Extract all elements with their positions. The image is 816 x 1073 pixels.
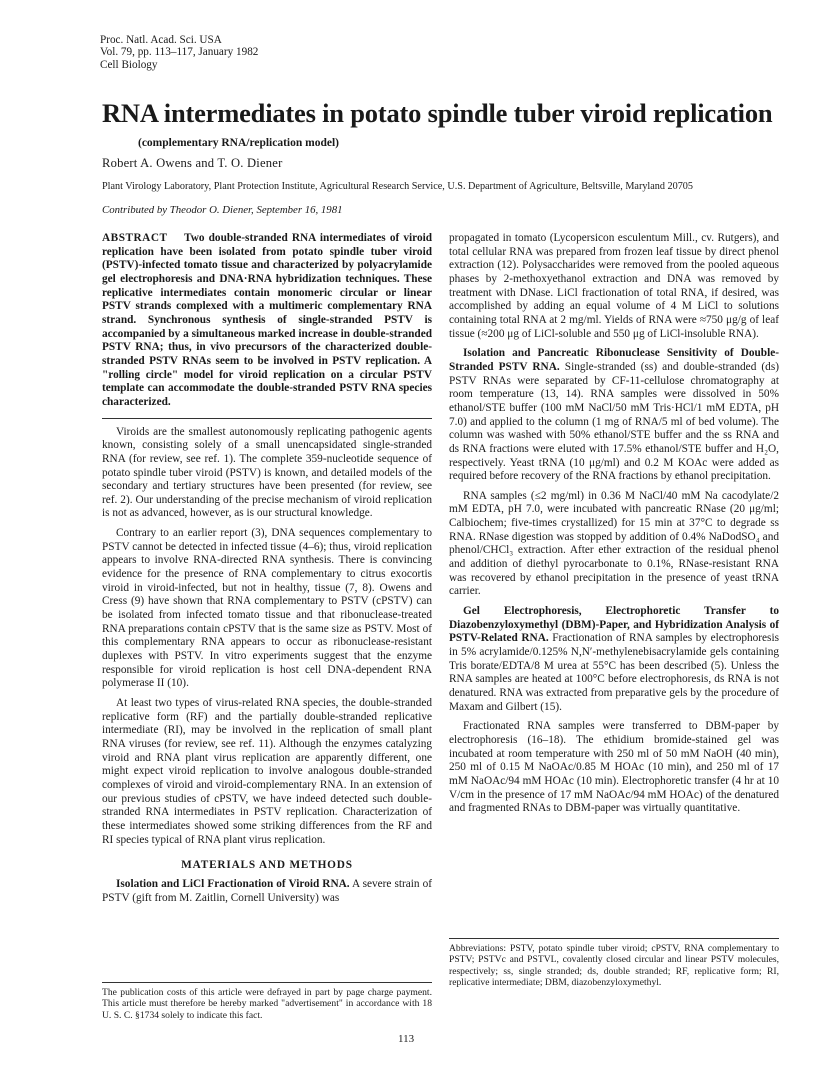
publication-cost-footnote bbox=[102, 982, 432, 1021]
contributed-by: Contributed by Theodor O. Diener, September 16, 1981 bbox=[102, 204, 343, 216]
methods-section-2-paragraph-2: RNA samples (≤2 mg/ml) in 0.36 M NaCl/40 mM Na cacodylate/2 mM EDTA, pH 7.0, were incubated with pancreatic RNase (20 μg/ml; Calbiochem; five-times crystallized) for 15 min at 37°C to degrade ss RNA. RNase digestion was stopped by addition of 0.4% NaDodSO₄ and phenol/CHCl₃ extraction. After ether extraction of the residual phenol and addition of diethyl pyrocarbonate to 0.1%, RNase-resistant RNA was recovered by ethanol precipitation in the presence of yeast tRNA carrier. bbox=[449, 489, 779, 598]
section-1-heading: Isolation and LiCl Fractionation of Viroid RNA. bbox=[116, 878, 350, 891]
section-3-text: Fractionation of RNA samples by electrophoresis in 5% acrylamide/0.125% N,N′-methylenebisacrylamide gels containing Tris borate/EDTA/8 M urea at 55°C has been described (5). Unless the RNA samples are heated at 100°C before electrophoresis, ds RNA is not denatured. RNA was extracted from preparative gels by the procedure of Maxam and Gilbert (15). bbox=[449, 632, 779, 713]
page-number: 113 bbox=[398, 1033, 415, 1045]
authors: Robert A. Owens and T. O. Diener bbox=[102, 156, 283, 170]
abstract bbox=[102, 232, 432, 419]
abstract-paragraph bbox=[102, 232, 432, 410]
journal-section: Cell Biology bbox=[100, 58, 158, 71]
section-2-heading: Isolation and Pancreatic Ribonuclease Sensitivity of Double-Stranded PSTV RNA. bbox=[449, 347, 779, 373]
methods-section-1-continued: propagated in tomato (Lycopersicon esculentum Mill., cv. Rutgers), and total cellular RNA was prepared from frozen leaf tissue by direct phenol extraction (12). Polysaccharides were removed from the pooled aqueous phases by 2-methoxyethanol extraction and DNA was removed by treatment with DNase. LiCl fractionation of total RNA, if desired, was accomplished by adding an equal volume of 4 M LiCl to solutions containing total RNA at 2 mg/ml. Yields of RNA were ≈750 μg/g of leaf tissue (≈200 μg of LiCl-soluble and 550 μg of LiCl-insoluble RNA). bbox=[449, 232, 779, 340]
journal-volume: Vol. 79, pp. 113–117, January 1982 bbox=[100, 46, 259, 59]
keywords: (complementary RNA/replication model) bbox=[138, 137, 339, 149]
abstract-text: Two double-stranded RNA intermediates of viroid replication have been isolated from potato spindle tuber viroid (PSTV)-infected tomato tissue and characterized by polyacrylamide gel electrophoresis and DNA·RNA hybridization techniques. These replicative intermediates contain monomeric circular or linear PSTV strands complexed with a multimeric complementary RNA strand. Synchronous synthesis of single-stranded PSTV is accompanied by a simultaneous marked increase in double-stranded PSTV RNA; thus, in vivo precursors of the characterized double-stranded PSTV RNAs seem to be involved in PSTV replication. A "rolling circle" model for viroid replication on a circular PSTV template can accommodate the double-stranded PSTV RNA species characterized. bbox=[102, 232, 433, 408]
section-2-text: Single-stranded (ss) and double-stranded (ds) PSTV RNAs were separated by CF-11-cellulose chromatography at room temperature (13, 14). RNA samples were dissolved in 50% ethanol/STE buffer (100 mM NaCl/50 mM Tris·HCl/1 mM EDTA, pH 7.0) and applied to the column (1 mg of RNA/5 ml of bed volume). The column was washed with 50% ethanol/STE buffer and the ss RNA and ds RNA fractions were eluted with 17.5% ethanol/STE buffer and H₂O, respectively. Yeast tRNA (10 μg/ml) and 0.2 M KOAc were added as required before recovery of the RNA fractions by ethanol precipitation. bbox=[449, 360, 779, 483]
right-column bbox=[449, 232, 779, 816]
article-title: RNA intermediates in potato spindle tuber viroid replication bbox=[102, 98, 773, 128]
section-1-text-start: A severe strain of PSTV (gift from M. Zaitlin, Cornell University) was bbox=[102, 878, 433, 904]
affiliation: Plant Virology Laboratory, Plant Protection Institute, Agricultural Research Service, U.S. Department of Agriculture, Beltsville, Maryland 20705 bbox=[102, 181, 693, 192]
intro-paragraph-3: At least two types of virus-related RNA species, the double-stranded replicative form (RF) and the partially double-stranded replicative intermediate (RI), may be involved in the replication of small plant RNA viruses (for review, see ref. 11). Although the enzymes catalyzing viroid and RNA plant virus replication are apparently different, one might expect viroid replication to involve analogous double-stranded complexes of viroid and viroid-complementary RNA. In an extension of our previous studies of cPSTV, we have indeed detected such double-stranded RNA intermediates in PSTV replication. Characterization of these intermediates showed some striking differences from the RF and RI species typical of RNA plant virus replication. bbox=[102, 697, 432, 846]
left-column bbox=[102, 232, 432, 906]
journal-header bbox=[100, 34, 258, 71]
abstract-label: ABSTRACT bbox=[102, 232, 168, 244]
intro-paragraph-2: Contrary to an earlier report (3), DNA sequences complementary to PSTV cannot be detected in infected tissue (4–6); thus, viroid replication appears to involve RNA-directed RNA synthesis. There is convincing evidence for the presence of RNA complementary to citrus exocortis viroid in viroid-infected, but not in healthy, tissue (7, 8). Owens and Cress (9) have shown that RNA complementary to PSTV (cPSTV) can be isolated from infected tomato tissue and that ribonuclease-treated RNA preparations contain cPSTV that is the same size as PSTV. Most of this complementary RNA appears to occur as ribonuclease-resistant duplexes with PSTV. In vitro experiments suggest that the enzyme responsible for viroid replication is host cell DNA-dependent RNA polymerase II (10). bbox=[102, 527, 432, 690]
abbreviations-text: Abbreviations: PSTV, potato spindle tuber viroid; cPSTV, RNA complementary to PSTV; PSTVc and PSTVL, covalently closed circular and linear PSTV molecules, respectively; ss, single stranded; ds, double stranded; RF, replicative form; RI, replicative intermediate; DBM, diazobenzyloxymethyl. bbox=[449, 943, 779, 988]
methods-section-1-start bbox=[102, 878, 432, 905]
abbreviations-footnote bbox=[449, 938, 779, 988]
methods-section-3 bbox=[449, 605, 779, 714]
methods-section-2 bbox=[449, 347, 779, 484]
methods-section-3-paragraph-2: Fractionated RNA samples were transferred to DBM-paper by electrophoresis (16–18). The ethidium bromide-stained gel was incubated at room temperature with 250 ml of 50 mM NaOH (40 min), 250 ml of 0.15 M NaOAc/0.85 M HOAc (10 min), and 250 ml of 17 mM NaOAc/94 mM HOAc (10 min). Electrophoretic transfer (4 hr at 10 V/cm in the presence of 17 mM NaOAc/94 mM HOAc) of the denatured and fragmented RNAs to DBM-paper was virtually quantitative. bbox=[449, 720, 779, 815]
journal-name: Proc. Natl. Acad. Sci. USA bbox=[100, 34, 222, 46]
section-3-heading: Gel Electrophoresis, Electrophoretic Transfer to Diazobenzyloxymethyl (DBM)-Paper, and Hybridization Analysis of PSTV-Related RNA. bbox=[449, 605, 779, 645]
intro-paragraph-1: Viroids are the smallest autonomously replicating pathogenic agents known, consisting solely of a small unencapsidated single-stranded RNA (for review, see ref. 1). The complete 359-nucleotide sequence of potato spindle tuber viroid (PSTV) is known, and detailed models of the secondary and tertiary structures have been presented (for review, see ref. 2). Our understanding of the precise mechanism of viroid replication is not as advanced, however, as is our structural knowledge. bbox=[102, 425, 432, 520]
methods-heading: MATERIALS AND METHODS bbox=[181, 859, 353, 872]
cost-footnote-text: The publication costs of this article were defrayed in part by page charge payment. This article must therefore be hereby marked "advertisement" in accordance with 18 U. S. C. §1734 solely to indicate this fact. bbox=[102, 987, 432, 1021]
